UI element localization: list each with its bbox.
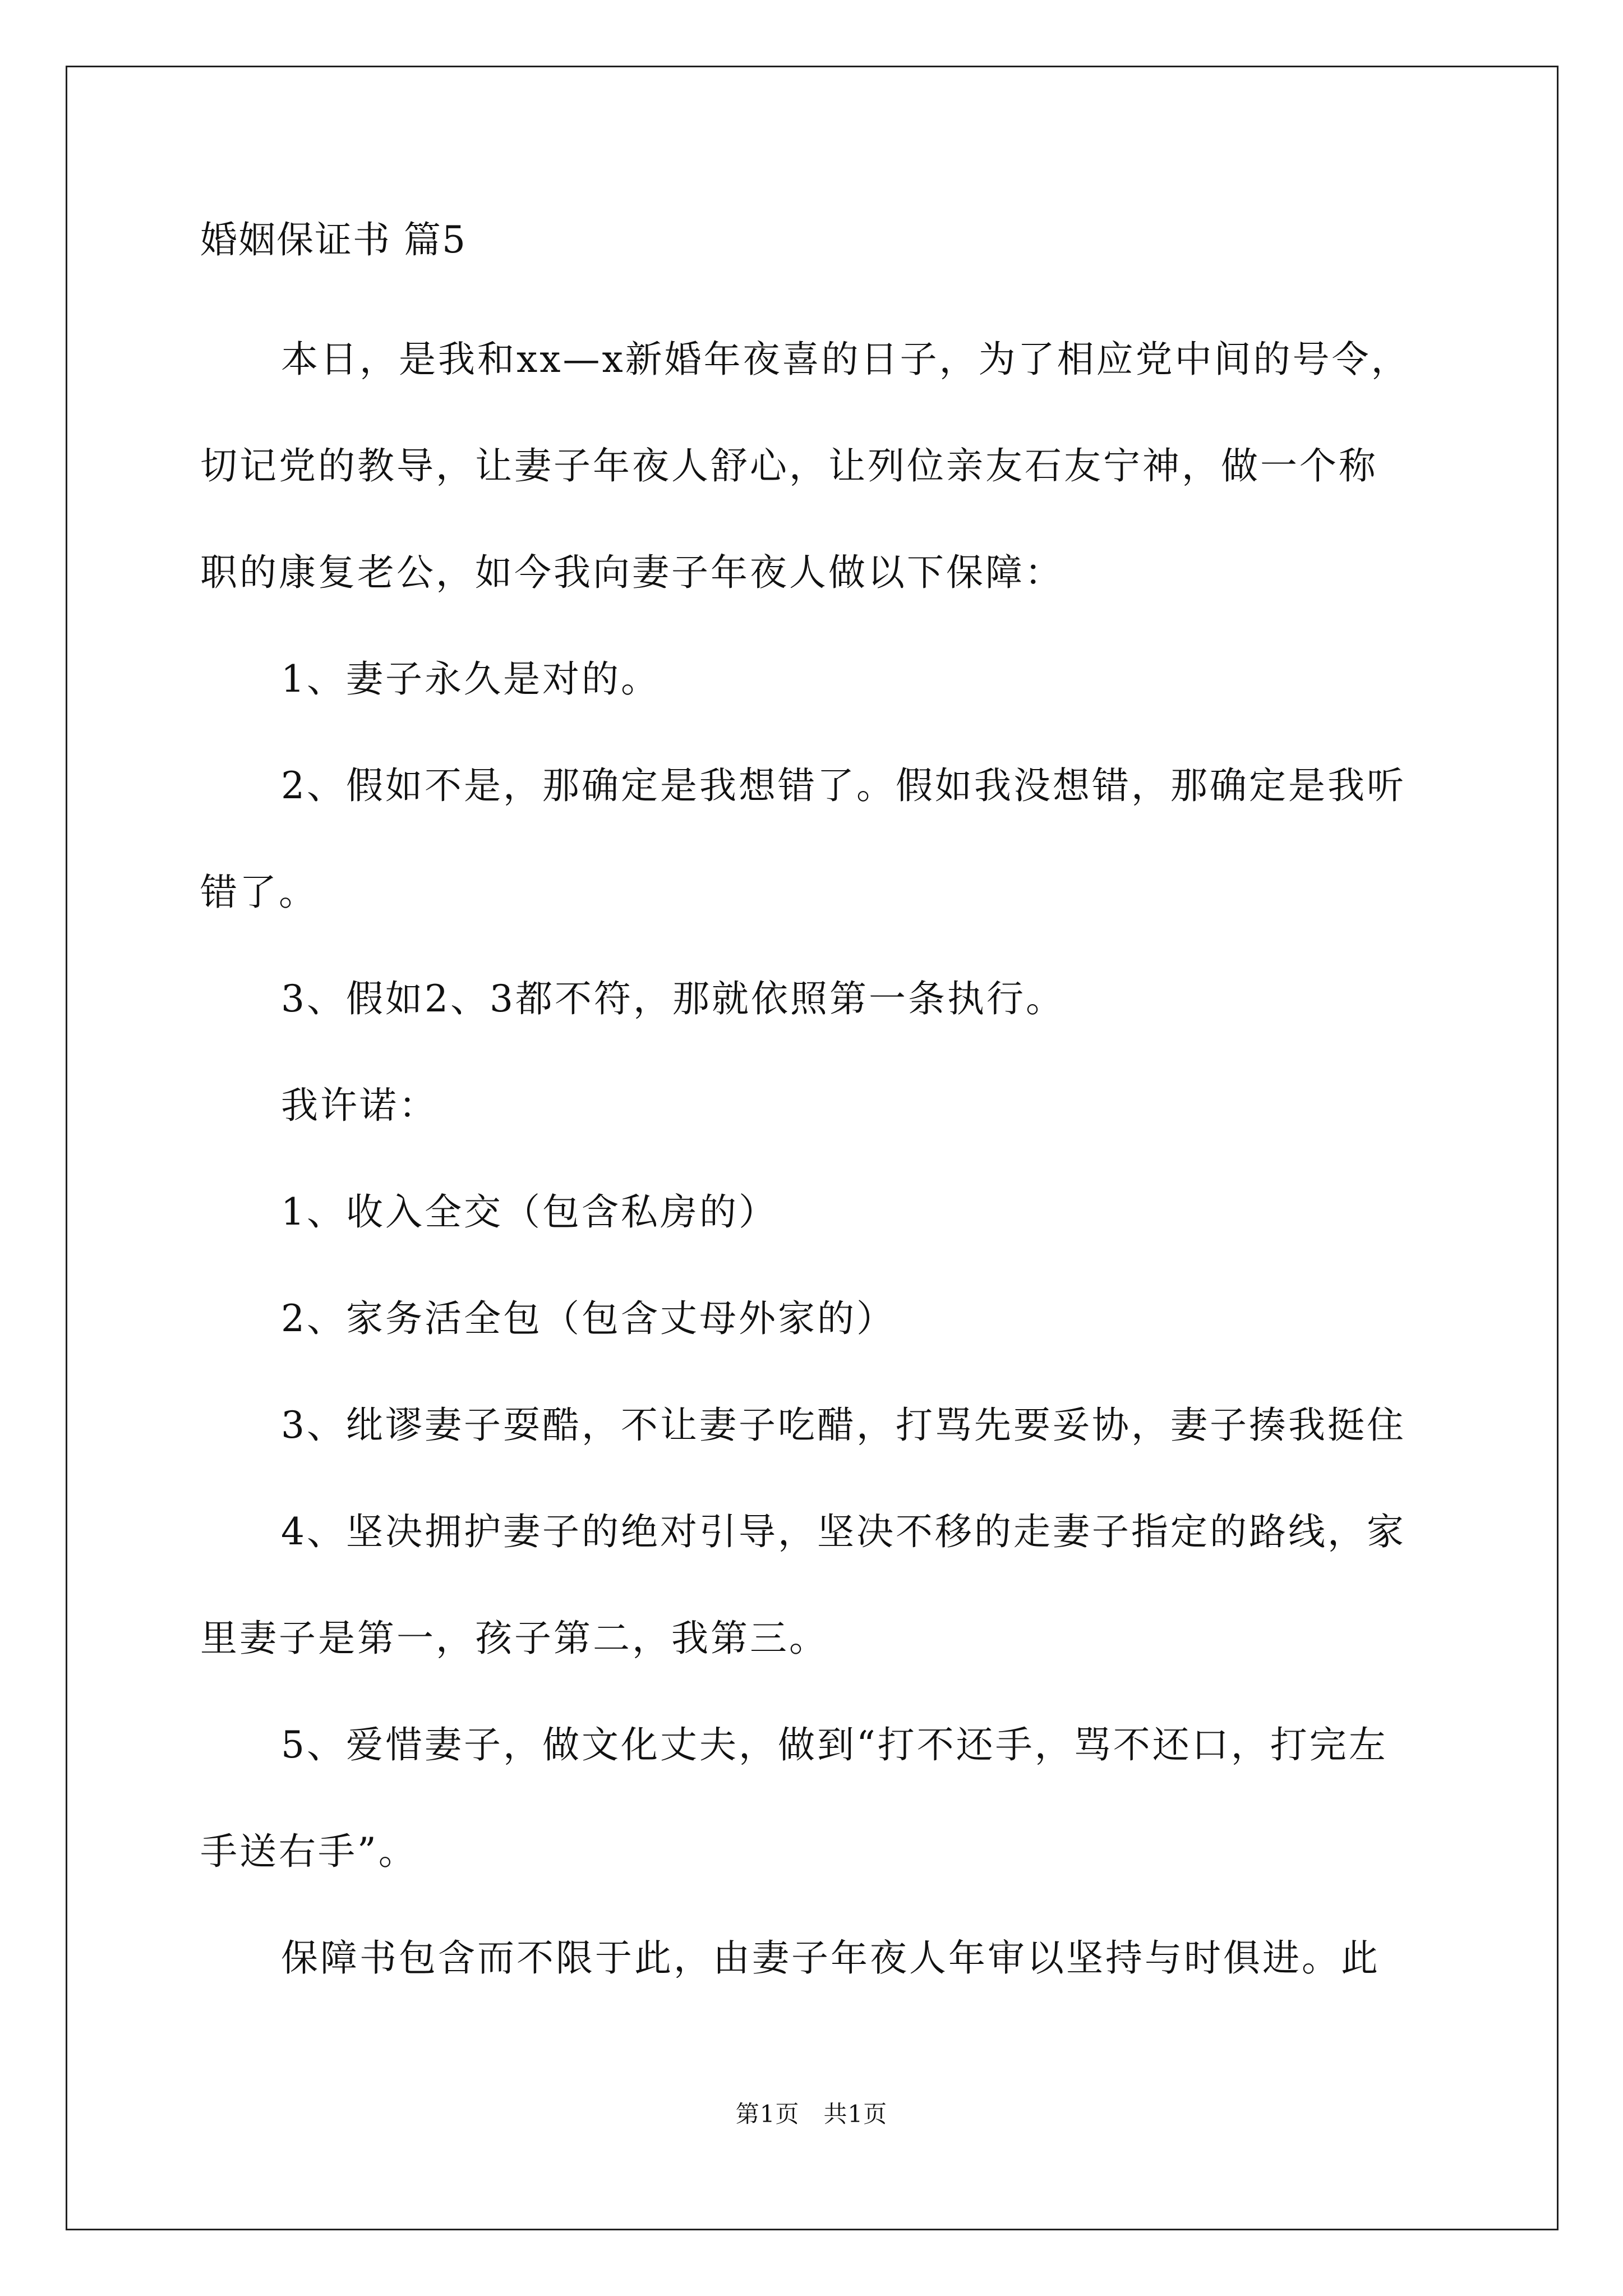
paragraph-line: 职的康复老公，如今我向妻子年夜人做以下保障： [200, 551, 1064, 594]
paragraph-line: 3、假如2、3都不符，那就依照第一条执行。 [281, 977, 1065, 1020]
paragraph-line: 里妻子是第一，孩子第二，我第三。 [200, 1617, 828, 1660]
paragraph-line: 保障书包含而不限于此，由妻子年夜人年审以坚持与时俱进。此 [281, 1936, 1380, 1980]
paragraph-line: 4、坚决拥护妻子的绝对引导，坚决不移的走妻子指定的路线，家 [281, 1510, 1406, 1553]
document-title: 婚姻保证书 篇5 [200, 218, 467, 261]
paragraph-line: 错了。 [200, 871, 318, 914]
paragraph-line: 本日，是我和xx—x新婚年夜喜的日子，为了相应党中间的号令， [281, 338, 1410, 381]
paragraph-line: 1、收入全交（包含私房的） [281, 1190, 778, 1234]
paragraph-line: 2、家务活全包（包含丈母外家的） [281, 1297, 896, 1340]
paragraph-line: 手送右手”。 [200, 1830, 418, 1873]
paragraph-line: 切记党的教导，让妻子年夜人舒心，让列位亲友石友宁神，做一个称 [200, 444, 1378, 487]
page-footer: 第1页 共1页 [735, 2100, 888, 2128]
page-border [66, 66, 1559, 2230]
paragraph-line: 1、妻子永久是对的。 [281, 657, 660, 701]
paragraph-line: 3、纰谬妻子耍酷，不让妻子吃醋，打骂先要妥协，妻子揍我挺住 [281, 1404, 1406, 1447]
paragraph-line: 我许诺： [281, 1084, 438, 1127]
paragraph-line: 5、爱惜妻子，做文化丈夫，做到“打不还手，骂不还口，打完左 [281, 1723, 1388, 1766]
paragraph-line: 2、假如不是，那确定是我想错了。假如我没想错，那确定是我听 [281, 764, 1406, 807]
